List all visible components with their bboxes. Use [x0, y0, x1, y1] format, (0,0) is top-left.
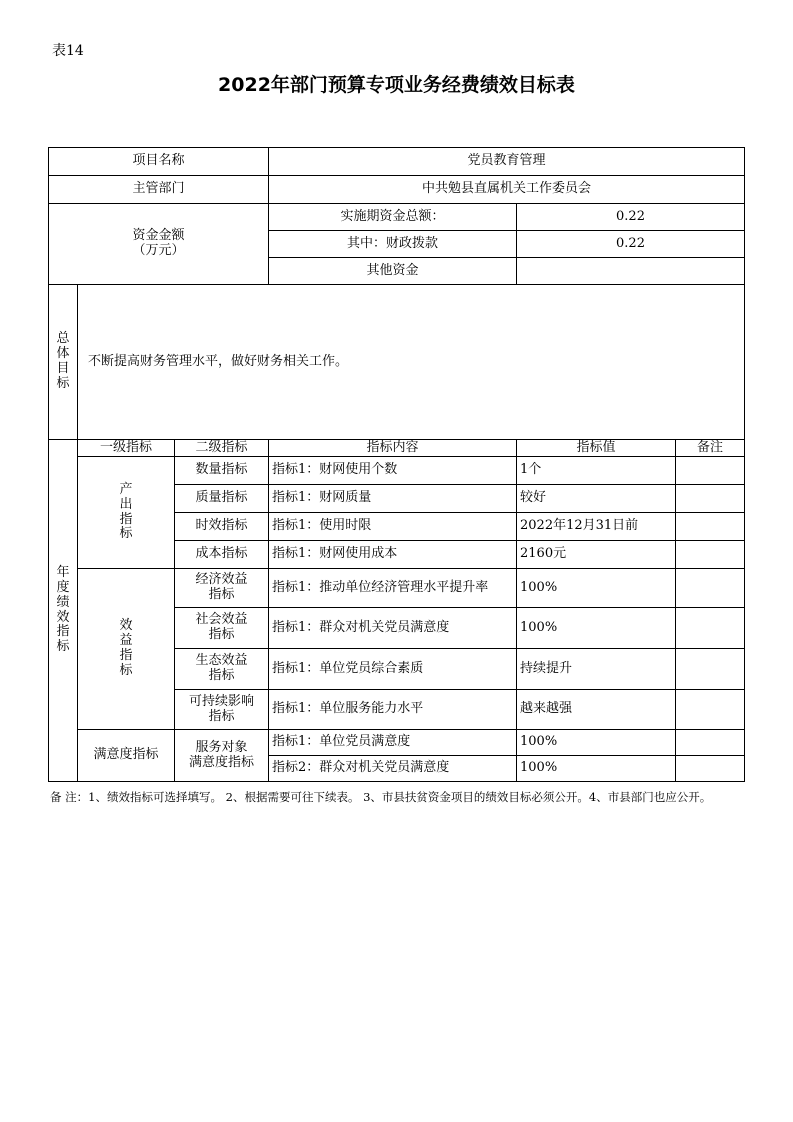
satisfaction-indicator-label: 满意度指标 — [78, 730, 175, 782]
level2-line: 服务对象 — [195, 739, 248, 755]
funds-label-line2: （万元） — [132, 243, 185, 258]
funds-total-label: 实施期资金总额： — [269, 204, 517, 231]
level2-line: 指标 — [208, 627, 235, 642]
value-cell: 持续提升 — [517, 649, 676, 690]
level2-line: 指标 — [208, 708, 235, 724]
funds-total-value: 0.22 — [517, 204, 745, 231]
project-name-label: 项目名称 — [49, 148, 269, 176]
overall-goal-label — [49, 285, 78, 440]
page-title: 2022年部门预算专项业务经费绩效目标表 — [218, 74, 575, 96]
content-cell: 指标1：群众对机关党员满意度 — [269, 608, 517, 649]
level2-cell: 时效指标 — [175, 513, 269, 541]
output-label-char: 指 — [119, 511, 133, 527]
remark-cell — [676, 457, 745, 485]
output-label-char: 产 — [119, 481, 133, 497]
content-cell: 指标1：财网质量 — [269, 485, 517, 513]
benefit-label-char: 标 — [119, 662, 133, 678]
level2-cell: 数量指标 — [175, 457, 269, 485]
output-label-char: 出 — [119, 496, 133, 512]
header-remark: 备注 — [676, 440, 745, 457]
remark-cell — [676, 756, 745, 782]
benefit-label-char: 益 — [119, 633, 133, 649]
remark-cell — [676, 485, 745, 513]
satisfaction-row-1 — [49, 730, 745, 756]
level2-line: 生态效益 — [195, 653, 248, 669]
table-number: 表14 — [52, 43, 84, 59]
remark-cell — [676, 730, 745, 756]
funds-row-total — [49, 204, 745, 231]
content-cell: 指标1：单位党员综合素质 — [269, 649, 517, 690]
value-cell: 2160元 — [517, 541, 676, 569]
level2-line: 指标 — [208, 668, 235, 683]
overall-goal-label-char: 总 — [56, 331, 70, 347]
header-level1: 一级指标 — [78, 440, 175, 457]
annual-label-char: 年 — [56, 564, 70, 580]
content-cell: 指标1：推动单位经济管理水平提升率 — [269, 569, 517, 608]
benefit-indicator-label — [78, 569, 175, 730]
content-cell: 指标1：使用时限 — [269, 513, 517, 541]
annual-label-char: 度 — [56, 579, 70, 595]
level2-line: 可持续影响 — [188, 693, 254, 709]
project-name-value: 党员教育管理 — [269, 148, 745, 176]
performance-target-table — [48, 147, 745, 782]
level2-cell: 成本指标 — [175, 541, 269, 569]
header-content: 指标内容 — [269, 440, 517, 457]
annual-indicator-label — [49, 440, 78, 782]
remark-cell — [676, 690, 745, 730]
level2-line: 满意度指标 — [188, 754, 254, 770]
value-cell: 100% — [517, 756, 676, 782]
value-cell: 2022年12月31日前 — [517, 513, 676, 541]
annual-label-char: 指 — [56, 624, 70, 640]
benefit-label-char: 指 — [119, 648, 133, 663]
overall-goal-label-char: 目 — [56, 361, 70, 376]
header-value: 指标值 — [517, 440, 676, 457]
footnote: 备 注：1、绩效指标可选择填写。 2、根据需要可往下续表。 3、市县扶贫资金项目的绩效目标必须公开。4、市县部门也应公开。 — [50, 790, 712, 804]
overall-goal-row — [49, 285, 745, 440]
project-name-row — [49, 148, 745, 176]
remark-cell — [676, 513, 745, 541]
remark-cell — [676, 649, 745, 690]
overall-goal-label-char: 标 — [56, 375, 70, 391]
value-cell: 100% — [517, 569, 676, 608]
level2-cell — [175, 608, 269, 649]
overall-goal-text: 不断提高财务管理水平，做好财务相关工作。 — [78, 285, 745, 440]
level2-cell: 质量指标 — [175, 485, 269, 513]
content-cell: 指标2：群众对机关党员满意度 — [269, 756, 517, 782]
output-row-quantity — [49, 457, 745, 485]
annual-label-char: 绩 — [56, 594, 70, 610]
indicator-header-row — [49, 440, 745, 457]
value-cell: 100% — [517, 730, 676, 756]
department-row — [49, 176, 745, 204]
value-cell: 较好 — [517, 485, 676, 513]
remark-cell — [676, 608, 745, 649]
department-label: 主管部门 — [49, 176, 269, 204]
funds-fiscal-value: 0.22 — [517, 231, 745, 258]
value-cell: 100% — [517, 608, 676, 649]
funds-other-value — [517, 258, 745, 285]
remark-cell — [676, 569, 745, 608]
benefit-row-economic — [49, 569, 745, 608]
content-cell: 指标1：财网使用成本 — [269, 541, 517, 569]
value-cell: 1个 — [517, 457, 676, 485]
benefit-label-char: 效 — [119, 618, 133, 634]
level2-line: 社会效益 — [195, 612, 248, 628]
output-label-char: 标 — [119, 526, 133, 542]
funds-label-line1: 资金金额 — [132, 228, 185, 244]
level2-cell — [175, 730, 269, 782]
overall-goal-label-char: 体 — [56, 346, 70, 362]
funds-other-label: 其他资金 — [269, 258, 517, 285]
annual-label-char: 标 — [56, 639, 70, 655]
level2-cell — [175, 690, 269, 730]
output-indicator-label — [78, 457, 175, 569]
content-cell: 指标1：财网使用个数 — [269, 457, 517, 485]
content-cell: 指标1：单位服务能力水平 — [269, 690, 517, 730]
level2-line: 经济效益 — [195, 572, 248, 588]
level2-line: 指标 — [208, 587, 235, 602]
level2-cell — [175, 569, 269, 608]
funds-label — [49, 204, 269, 285]
remark-cell — [676, 541, 745, 569]
content-cell: 指标1：单位党员满意度 — [269, 730, 517, 756]
value-cell: 越来越强 — [517, 690, 676, 730]
header-level2: 二级指标 — [175, 440, 269, 457]
level2-cell — [175, 649, 269, 690]
annual-label-char: 效 — [56, 609, 70, 625]
funds-fiscal-label: 其中：财政拨款 — [269, 231, 517, 258]
department-value: 中共勉县直属机关工作委员会 — [269, 176, 745, 204]
